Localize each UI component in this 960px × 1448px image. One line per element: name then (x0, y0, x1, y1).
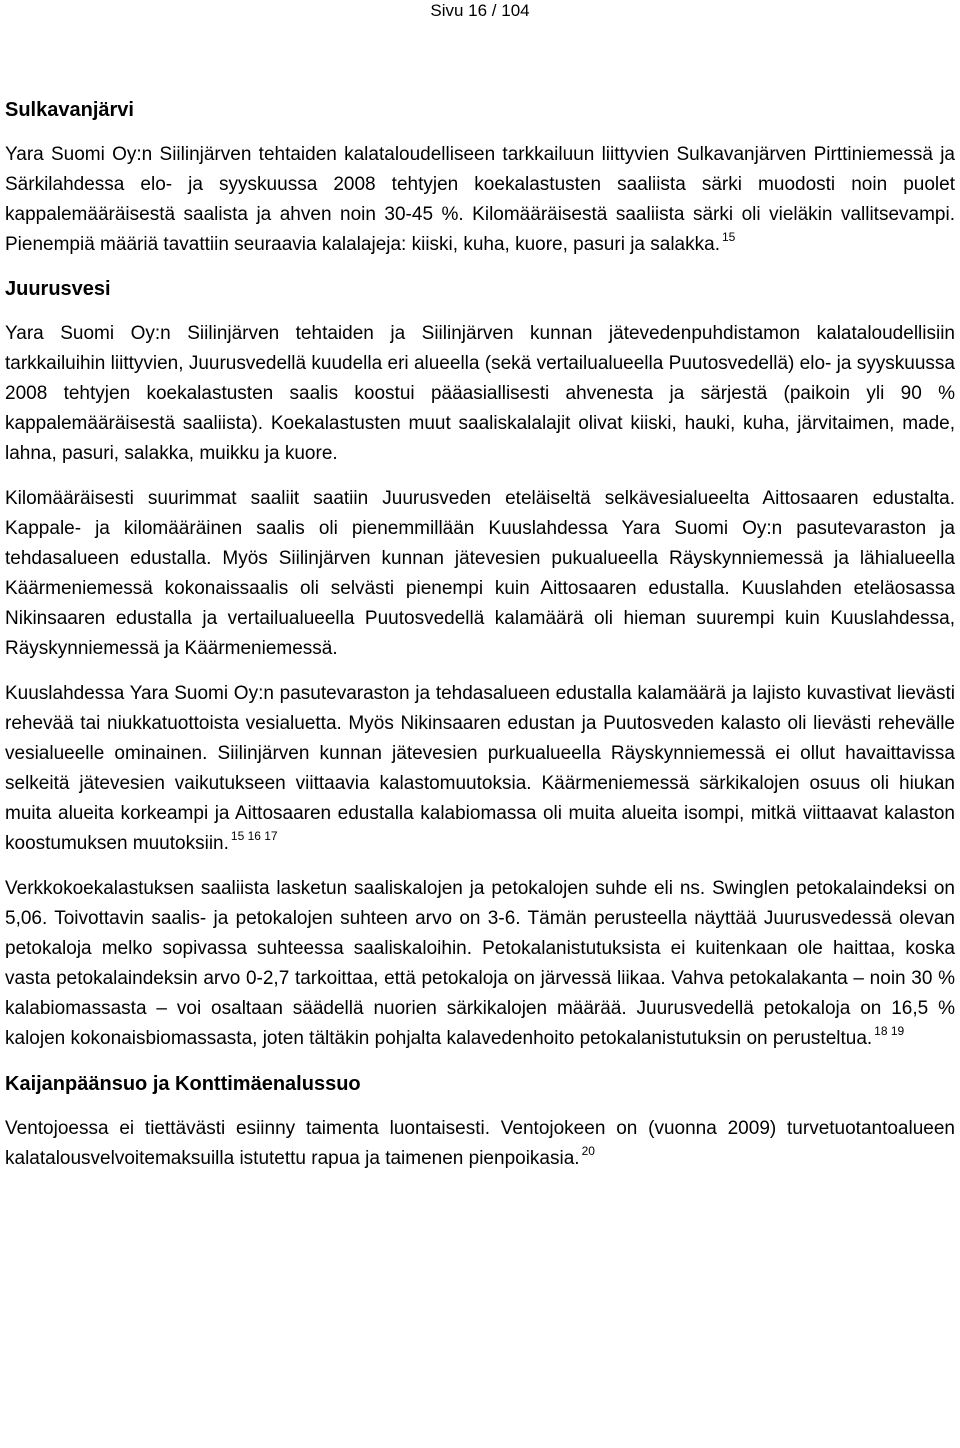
document-body (5, 95, 955, 1174)
paragraph-text: Kilomääräisesti suurimmat saaliit saatiin Juurusveden eteläiseltä selkävesialueelta Aittosaaren edustalta. Kappale- ja kilomääräinen saalis oli pienemmillään Kuuslahdessa Yara Suomi Oy:n pasutevaraston ja tehdasalueen edustalla. Myös Siilinjärven kunnan jätevesien pukualueella Räyskynniemessä ja lähialueella Käärmeniemessä kokonaissaalis oli selvästi pienempi kuin Aittosaaren edustalla. Kuuslahden eteläosassa Nikinsaaren edustalla ja vertailualueella Puutosvedellä kalamäärä oli hieman suurempi kuin Kuuslahdessa, Räyskynniemessä ja Käärmeniemessä. (5, 488, 955, 659)
paragraph-juurusvesi-1 (5, 319, 955, 469)
footnote-ref: 15 16 17 (230, 829, 278, 843)
paragraph-text: Ventojoessa ei tiettävästi esiinny taimenta luontaisesti. Ventojokeen on (vuonna 2009) turvetuotantoalueen kalatalousvelvoitemaksuilla istutettu rapua ja taimenen pienpoikasia. (5, 1118, 955, 1169)
footnote-ref: 15 (721, 230, 736, 244)
paragraph-text: Verkkokoekalastuksen saaliista lasketun saaliskalojen ja petokalojen suhde eli ns. Swinglen petokalaindeksi on 5,06. Toivottavin saalis- ja petokalojen suhteen arvo on 3-6. Tämän perusteella näyttää Juurusvedessä olevan petokaloja melko sopivassa suhteessa saaliskaloihin. Petokalanistutuksista ei kuitenkaan ole haittaa, koska vasta petokalaindeksin arvo 0-2,7 tarkoittaa, että petokaloja on järvessä liikaa. Vahva petokalakanta – noin 30 % kalabiomassasta – voi osaltaan säädellä nuorien särkikalojen määrää. Juurusvedellä petokaloja on 16,5 % kalojen kokonaisbiomassasta, joten tältäkin pohjalta kalavedenhoito petokalanistutuksin on perusteltua. (5, 878, 955, 1049)
footnote-ref: 20 (581, 1144, 595, 1158)
paragraph-text: Yara Suomi Oy:n Siilinjärven tehtaiden ja Siilinjärven kunnan jätevedenpuhdistamon kalataloudellisiin tarkkailuihin liittyvien, Juurusvedellä kuudella eri alueella (sekä vertailualueella Puutosvedellä) elo- ja syyskuussa 2008 tehtyjen koekalastusten saalis koostui pääasiallisesti ahvenesta ja särjestä (paikoin yli 90 % kappalemääräisestä saaliista). Koekalastusten muut saaliskalalajit olivat kiiski, hauki, kuha, järvitaimen, made, lahna, pasuri, salakka, muikku ja kuore. (5, 323, 955, 464)
paragraph-kaijanpaansuo (5, 1114, 955, 1174)
section-heading-kaijanpaansuo: Kaijanpäänsuo ja Konttimäenalussuo (5, 1073, 361, 1095)
section-heading-juurusvesi: Juurusvesi (5, 278, 111, 300)
section-heading-sulkavanjarvi: Sulkavanjärvi (5, 99, 134, 121)
page-number: Sivu 16 / 104 (430, 1, 530, 20)
paragraph-text: Kuuslahdessa Yara Suomi Oy:n pasutevaraston ja tehdasalueen edustalla kalamäärä ja lajisto kuvastivat lievästi rehevää tai niukkatuottoista vesialuetta. Myös Nikinsaaren edustan ja Puutosveden kalasto oli lievästi rehevälle vesialueelle ominainen. Siilinjärven kunnan jätevesien purkualueella Räyskynniemessä ei ollut havaittavissa selkeitä jätevesien vaikutukseen viittaavia kalastomuutoksia. Käärmeniemessä särkikalojen osuus oli hiukan muita alueita korkeampi ja Aittosaaren edustalla kalabiomassa oli muita alueita isompi, mitkä viittaavat kalaston koostumuksen muutoksiin. (5, 683, 955, 854)
footnote-ref: 18 19 (874, 1024, 905, 1038)
paragraph-juurusvesi-4 (5, 874, 955, 1054)
paragraph-sulkavanjarvi (5, 140, 955, 260)
paragraph-juurusvesi-2 (5, 484, 955, 664)
paragraph-juurusvesi-3 (5, 679, 955, 859)
paragraph-text: Yara Suomi Oy:n Siilinjärven tehtaiden kalataloudelliseen tarkkailuun liittyvien Sulkavanjärven Pirttiniemessä ja Särkilahdessa elo- ja syyskuussa 2008 tehtyjen koekalastusten saaliista särki muodosti noin puolet kappalemääräisestä saalista ja ahven noin 30-45 %. Kilomääräisestä saaliista särki oli vieläkin vallitsevampi. Pienempiä määriä tavattiin seuraavia kalalajeja: kiiski, kuha, kuore, pasuri ja salakka. (5, 144, 955, 255)
